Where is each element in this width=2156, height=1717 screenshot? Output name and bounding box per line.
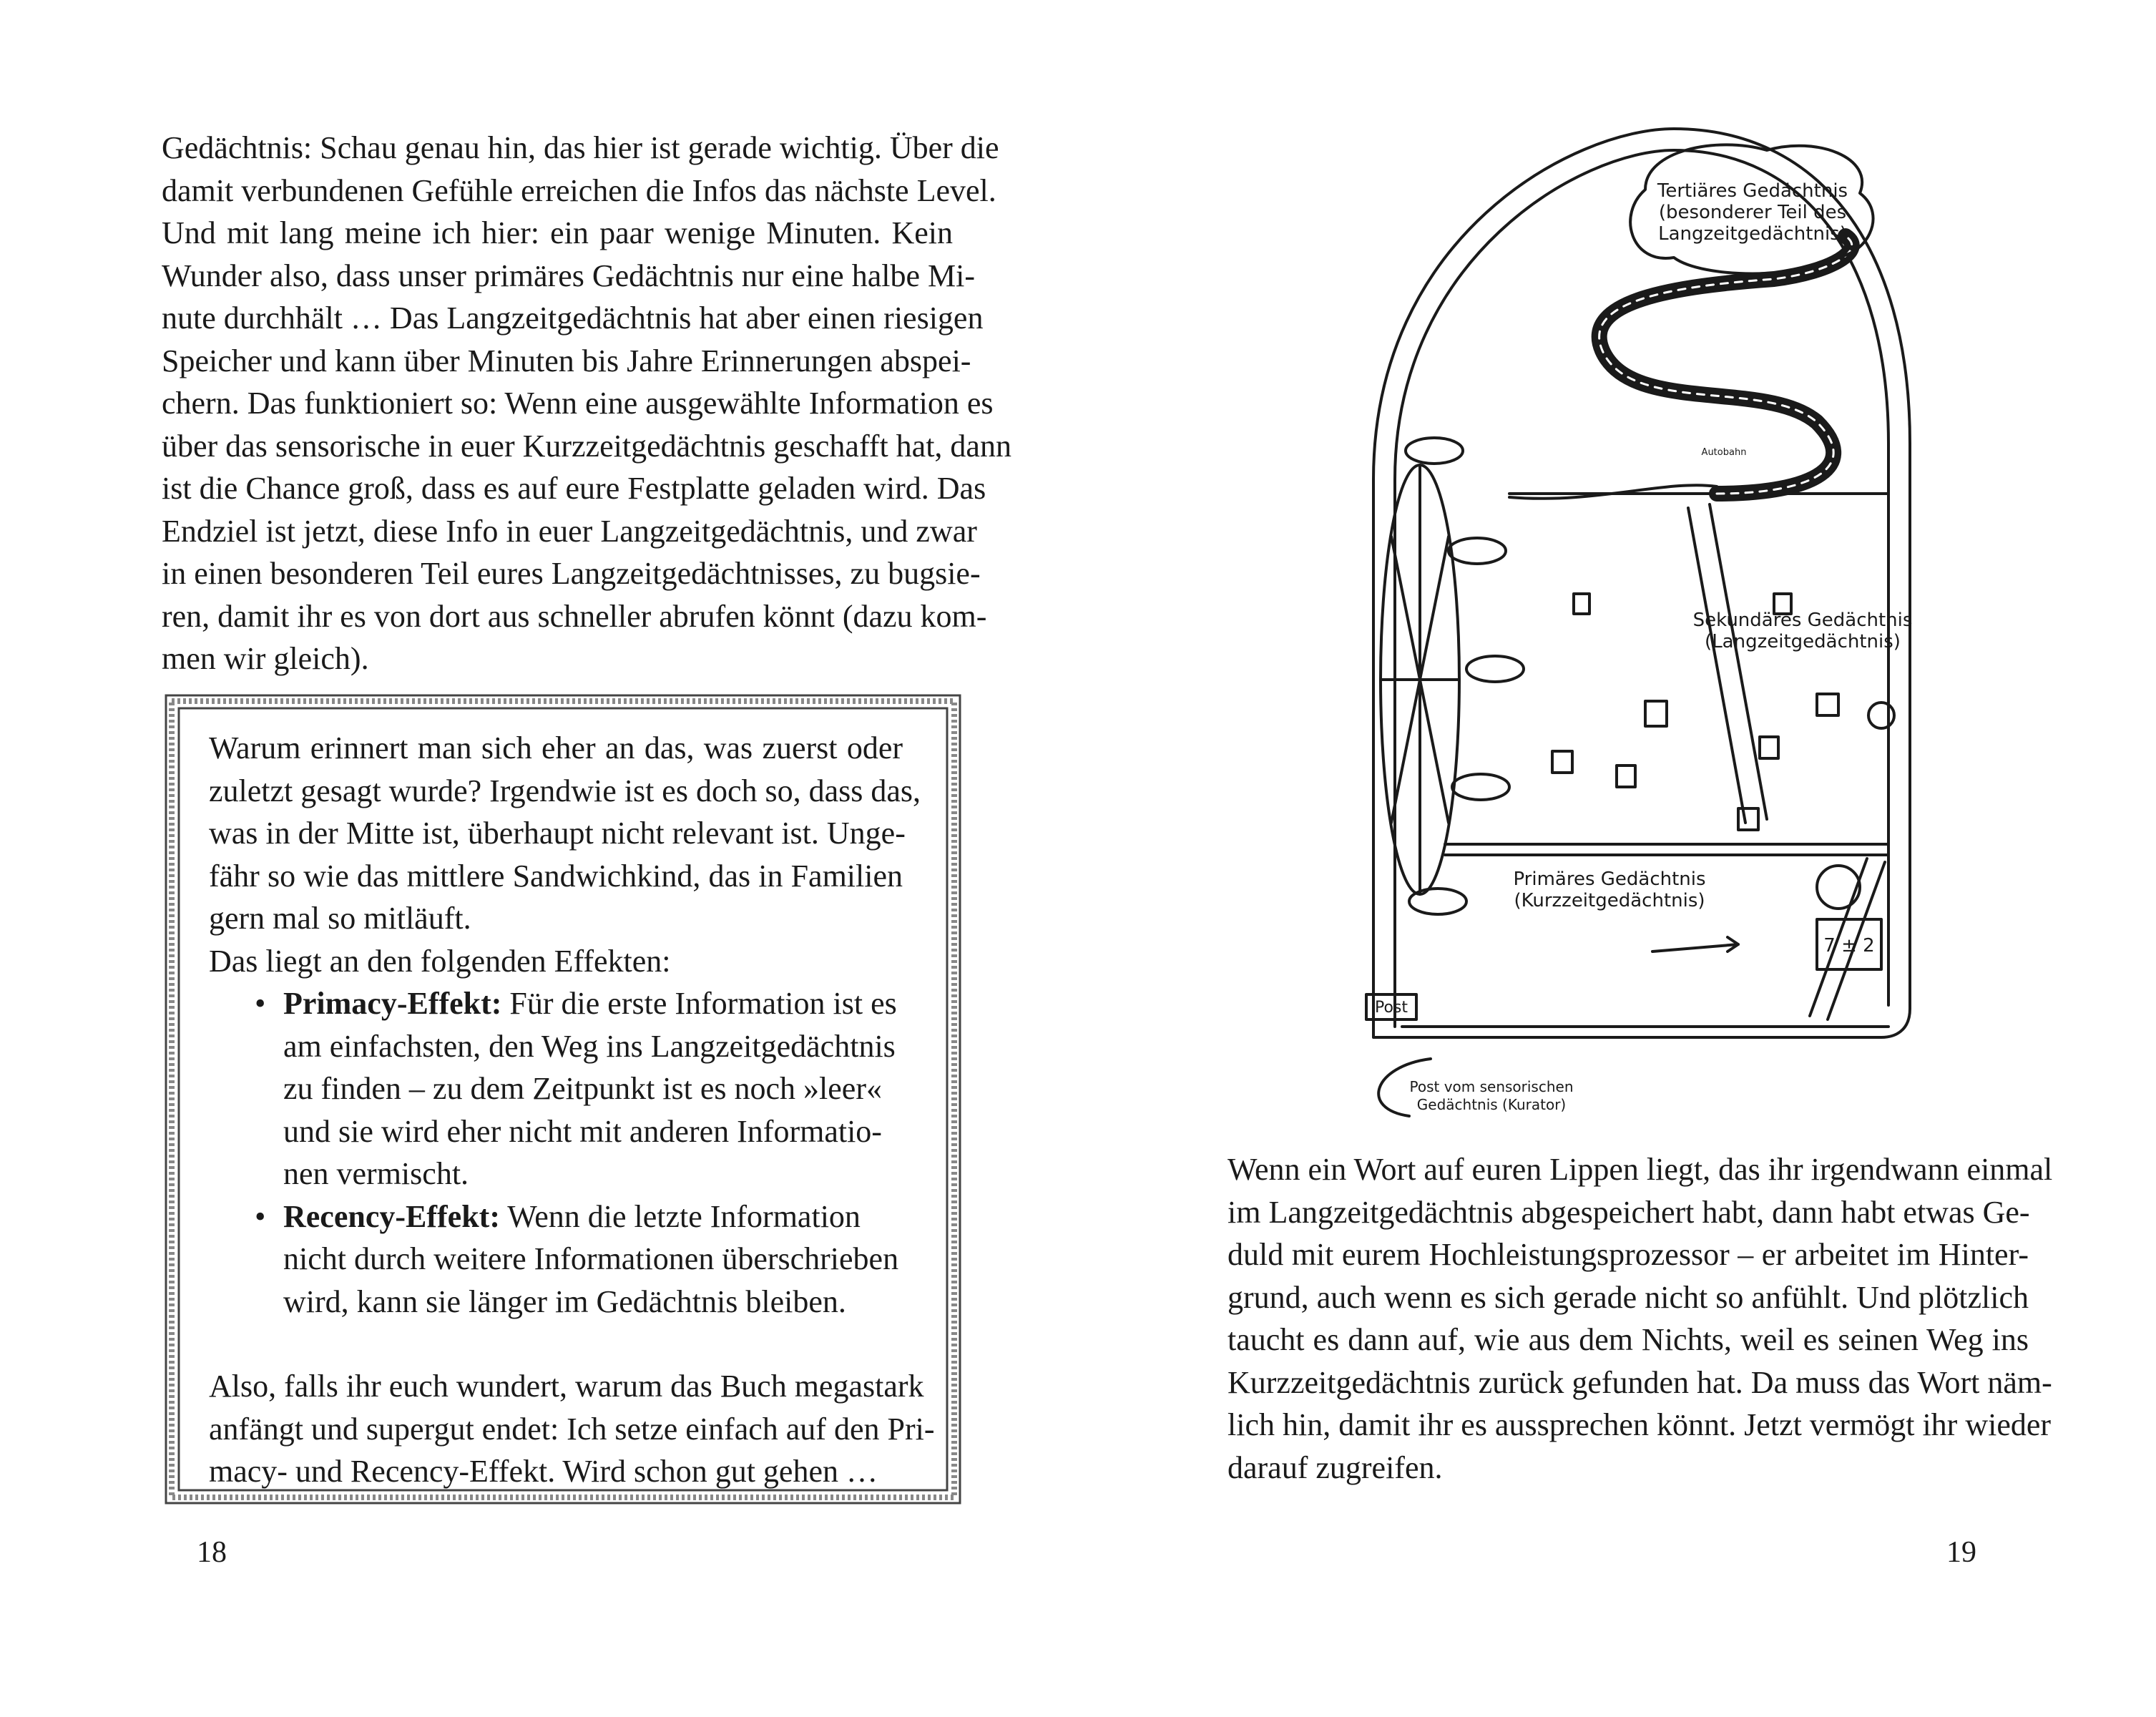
bullet-line: wird, kann sie länger im Gedächtnis bleiben. (283, 1283, 846, 1319)
bullet-recency (209, 1195, 899, 1324)
box-line: zuletzt gesagt wurde? Irgendwie ist es doch so, dass das, (209, 773, 921, 808)
primary-label-1: Primäres Gedächtnis (1513, 869, 1706, 890)
text-line: Gedächtnis: Schau genau hin, das hier ist gerade wichtig. Über die (162, 130, 999, 165)
box-line: fähr so wie das mittlere Sandwichkind, das in Familien (209, 858, 903, 894)
box-line: macy- und Recency-Effekt. Wird schon gut gehen … (209, 1454, 878, 1489)
left-paragraph (162, 127, 1011, 680)
bullet-text: Für die erste Information ist es (509, 986, 897, 1021)
post-label: Post (1374, 999, 1408, 1017)
bullet-icon: • (255, 1198, 266, 1234)
info-box (163, 693, 963, 1506)
bullet-first-line (283, 982, 897, 1025)
box-line: Also, falls ihr euch wundert, warum das Buch megastark (209, 1369, 924, 1404)
text-line: damit verbundenen Gefühle erreichen die Infos das nächste Level. (162, 172, 996, 208)
bullet-line: nen vermischt. (283, 1156, 469, 1191)
text-line: nute durchhält … Das Langzeitgedächtnis hat aber einen riesigen (162, 300, 984, 336)
tertiary-label-2: (besonderer Teil des (1658, 202, 1847, 223)
text-line: im Langzeitgedächtnis abgespeichert habt, dann habt etwas Ge- (1228, 1194, 2030, 1230)
memory-illustration (1273, 107, 1964, 1123)
text-line: in einen besonderen Teil eures Langzeitgedächtnisses, zu bugsie- (162, 556, 981, 591)
bullet-first-line (283, 1195, 861, 1238)
text-line: lich hin, damit ihr es aussprechen könnt. Jetzt vermögt ihr wieder (1228, 1407, 2052, 1442)
bullet-icon: • (255, 986, 266, 1021)
gondola (1452, 774, 1509, 800)
primary-label-2: (Kurzzeitgedächtnis) (1514, 890, 1705, 911)
clock-icon (1868, 703, 1894, 728)
box-line: gern mal so mitläuft. (209, 901, 471, 936)
caption-1: Post vom sensorischen (1409, 1078, 1574, 1095)
text-line: Kurzzeitgedächtnis zurück gefunden hat. Da muss das Wort näm- (1228, 1364, 2052, 1400)
secondary-label-2: (Langzeitgedächtnis) (1705, 631, 1901, 652)
gondola (1466, 656, 1524, 682)
text-line: Wunder also, dass unser primäres Gedächtnis nur eine halbe Mi- (162, 258, 975, 293)
box-line: anfängt und supergut endet: Ich setze einfach auf den Pri- (209, 1411, 935, 1447)
text-line: darauf zugreifen. (1228, 1449, 1443, 1485)
text-line: ist die Chance groß, dass es auf eure Festplatte geladen wird. Das (162, 471, 986, 506)
bullet-term: Recency-Effekt: (283, 1198, 500, 1234)
text-line: über das sensorische in euer Kurzzeitgedächtnis geschafft hat, dann (162, 428, 1011, 464)
bullet-text: Wenn die letzte Information (507, 1198, 861, 1234)
right-page (1078, 0, 2156, 1717)
board-text: 7 ± 2 (1823, 935, 1875, 957)
text-line: ren, damit ihr es von dort aus schneller abrufen könnt (dazu kom- (162, 598, 987, 634)
bullet-line: nicht durch weitere Informationen überschrieben (283, 1241, 899, 1276)
bullet-primacy (209, 982, 897, 1195)
ladder-upper (1688, 504, 1767, 823)
text-line: grund, auch wenn es sich gerade nicht so anfühlt. Und plötzlich (1228, 1279, 2029, 1315)
bullet-line: am einfachsten, den Weg ins Langzeitgedächtnis (283, 1028, 896, 1064)
text-line: Wenn ein Wort auf euren Lippen liegt, das ihr irgendwann einmal (1228, 1152, 2053, 1187)
right-paragraph (1228, 1148, 2053, 1489)
box-line: was in der Mitte ist, überhaupt nicht relevant ist. Unge- (209, 816, 906, 851)
autobahn-sign: Autobahn (1701, 447, 1747, 458)
page-number: 18 (197, 1536, 227, 1569)
bullet-line: zu finden – zu dem Zeitpunkt ist es noch »leer« (283, 1071, 882, 1106)
text-line: chern. Das funktioniert so: Wenn eine ausgewählte Information es (162, 386, 994, 421)
text-line: men wir gleich). (162, 641, 369, 676)
text-line: Speicher und kann über Minuten bis Jahre Erinnerungen abspei- (162, 343, 971, 378)
bullet-term: Primacy-Effekt: (283, 986, 502, 1021)
box-line: Das liegt an den folgenden Effekten: (209, 943, 671, 979)
secondary-label-1: Sekundäres Gedächtnis (1692, 610, 1913, 631)
gondola (1406, 438, 1463, 464)
memory-drawing (1273, 107, 1964, 1123)
tertiary-label-3: Langzeitgedächtnis) (1658, 223, 1847, 245)
tertiary-label-1: Tertiäres Gedächtnis (1657, 180, 1848, 202)
caption-2: Gedächtnis (Kurator) (1416, 1096, 1567, 1113)
text-line: Endziel ist jetzt, diese Info in euer Langzeitgedächtnis, und zwar (162, 513, 977, 549)
text-line: duld mit eurem Hochleistungsprozessor – er arbeitet im Hinter- (1228, 1237, 2029, 1272)
box-line: Warum erinnert man sich eher an das, was zuerst oder (209, 730, 903, 765)
bullet-line: und sie wird eher nicht mit anderen Informatio- (283, 1113, 882, 1149)
text-line: Und mit lang meine ich hier: ein paar wenige Minuten. Kein (162, 215, 953, 250)
clock-icon (1817, 866, 1860, 909)
arrow (1652, 937, 1738, 952)
gondola (1449, 538, 1506, 564)
page-number: 19 (1946, 1536, 1976, 1569)
gondola (1409, 889, 1466, 914)
platform (1509, 485, 1717, 499)
text-line: taucht es dann auf, wie aus dem Nichts, weil es seinen Weg ins (1228, 1322, 2029, 1357)
